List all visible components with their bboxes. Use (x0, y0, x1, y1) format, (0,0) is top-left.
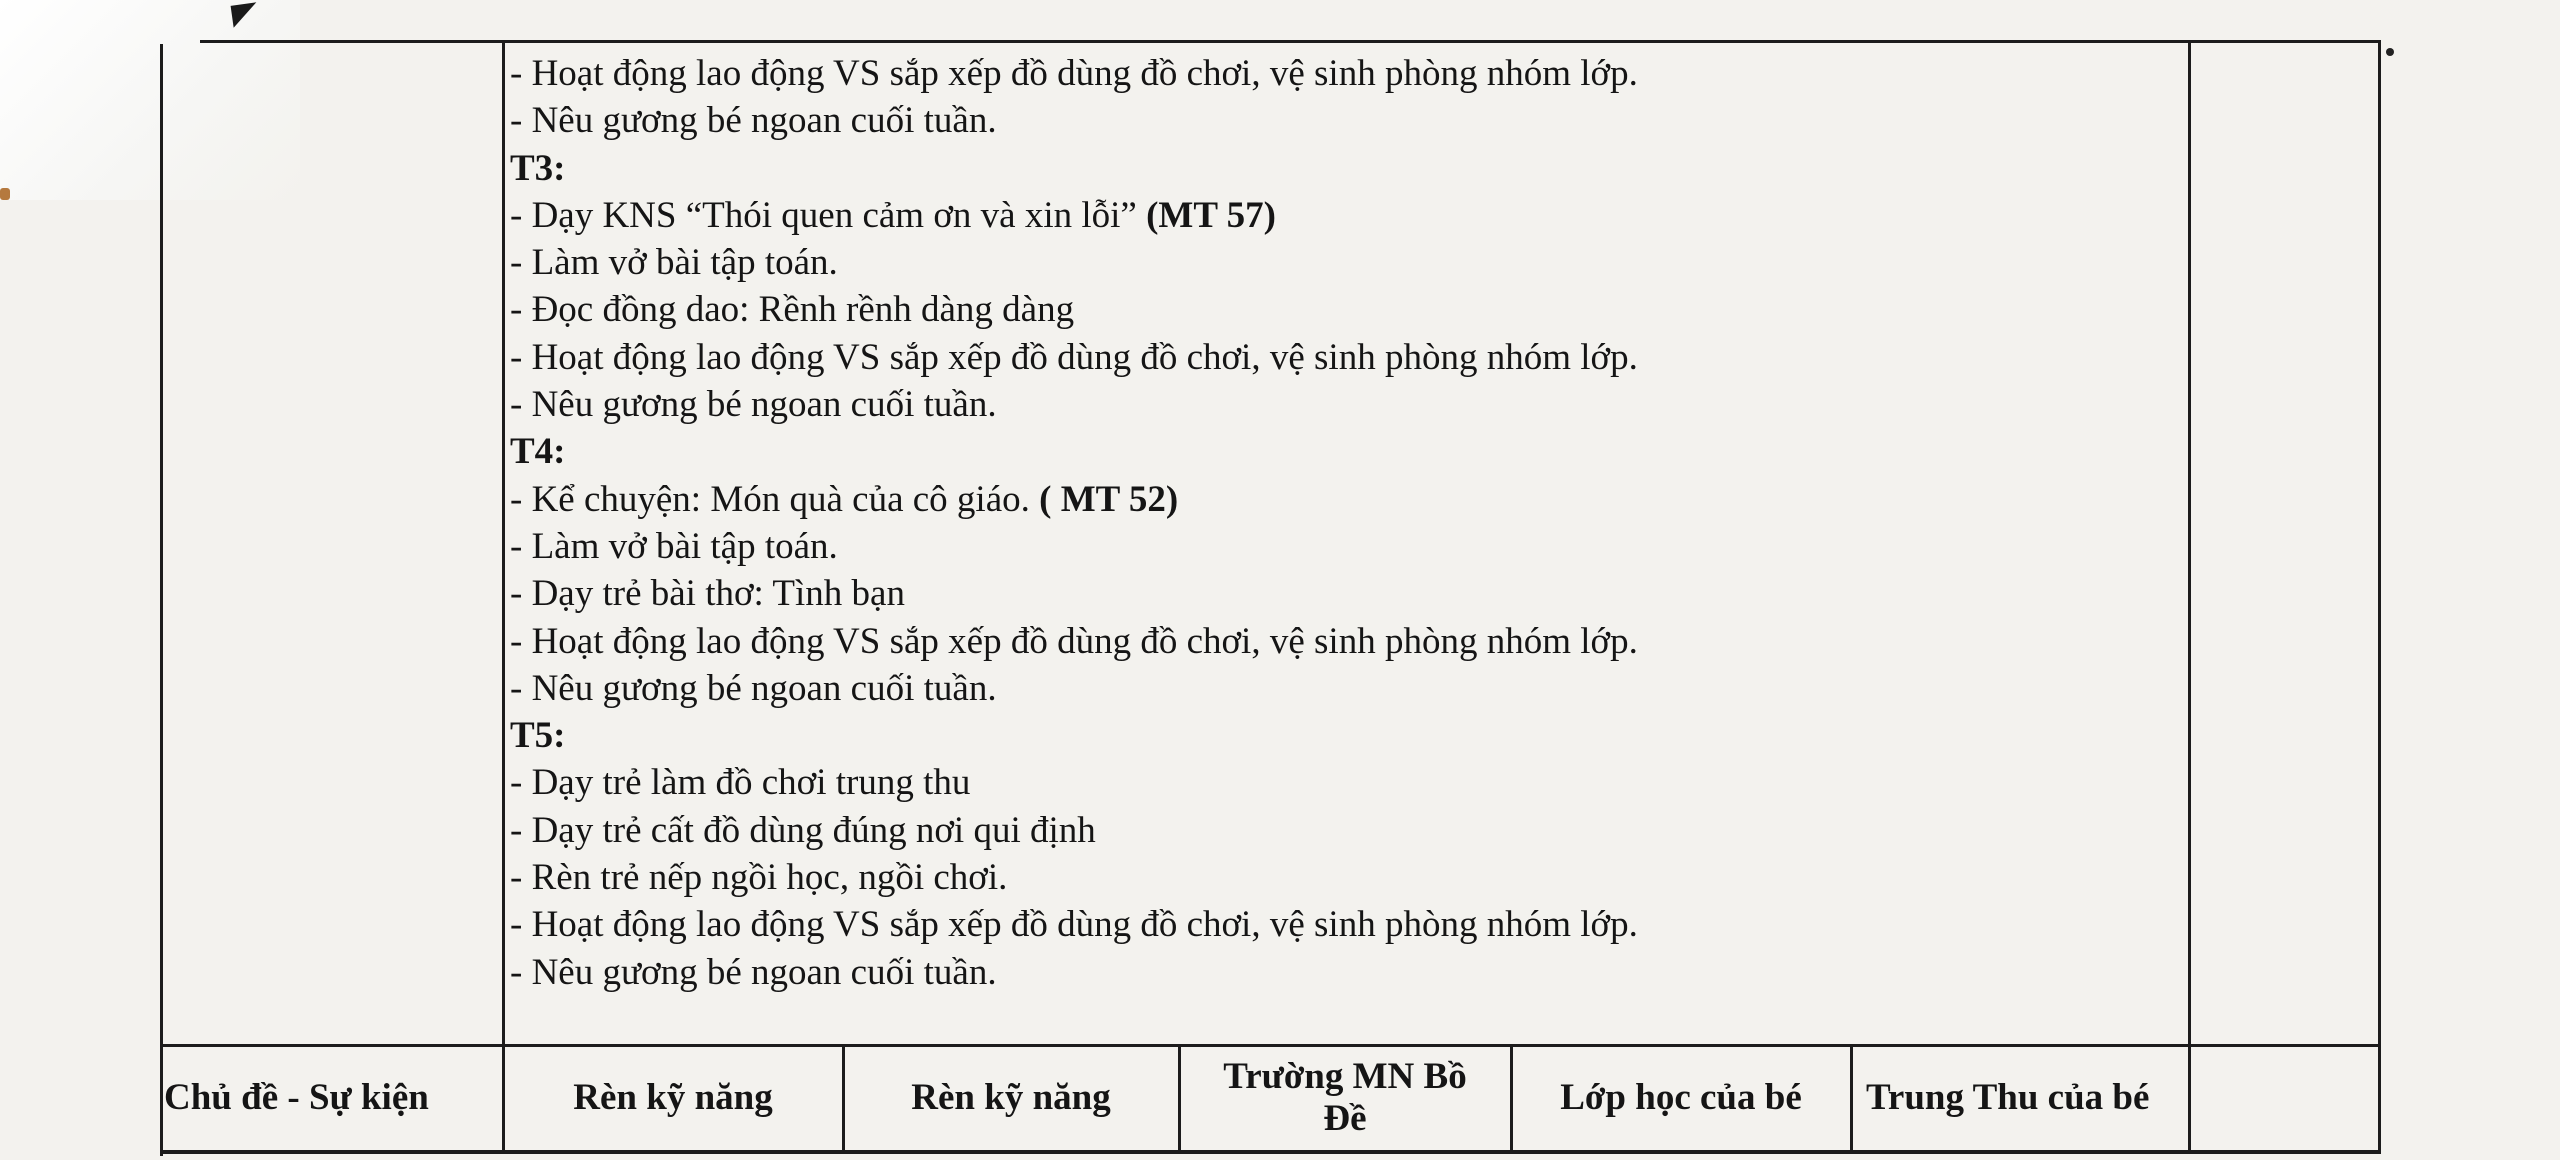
column-divider (1510, 1044, 1513, 1152)
activity-line: - Nêu gương bé ngoan cuối tuần. (510, 667, 997, 709)
activity-line: - Dạy trẻ bài thơ: Tình bạn (510, 573, 905, 615)
activity-line: - Nêu gương bé ngoan cuối tuần. (510, 384, 997, 426)
column-divider (2188, 40, 2191, 1154)
table-border-top (200, 40, 2380, 43)
column-divider (1850, 1044, 1853, 1152)
footer-cell-classroom: Lớp học của bé (1560, 1077, 1802, 1118)
objective-code: ( MT 52) (1039, 478, 1179, 520)
activity-line: - Dạy KNS “Thói quen cảm ơn và xin lỗi” (MT 57) (510, 194, 1276, 236)
activity-line: - Hoạt động lao động VS sắp xếp đồ dùng đồ chơi, vệ sinh phòng nhóm lớp. (510, 336, 1638, 378)
footer-cell-empty (2192, 1046, 2376, 1150)
activity-line: - Kể chuyện: Món quà của cô giáo. ( MT 52) (510, 478, 1179, 520)
column-divider (842, 1044, 845, 1152)
activity-line: - Dạy trẻ cất đồ dùng đúng nơi qui định (510, 809, 1096, 851)
day-heading-t4: T4: (510, 431, 566, 473)
day-heading-t3: T3: (510, 147, 566, 189)
footer-cell-skills-1: Rèn kỹ năng (573, 1077, 773, 1118)
table-border-right (2378, 40, 2381, 1154)
activity-schedule (510, 50, 2170, 996)
day-heading-t5: T5: (510, 715, 566, 757)
activity-line: - Làm vở bài tập toán. (510, 242, 838, 284)
activity-line: - Hoạt động lao động VS sắp xếp đồ dùng đồ chơi, vệ sinh phòng nhóm lớp. (510, 620, 1638, 662)
column-divider (1178, 1044, 1181, 1152)
activity-line: - Đọc đồng dao: Rềnh rềnh dàng dàng (510, 289, 1075, 331)
table-border-left (160, 44, 163, 1156)
activity-line: - Nêu gương bé ngoan cuối tuần. (510, 951, 997, 993)
column-divider (502, 40, 505, 1154)
activity-line: - Làm vở bài tập toán. (510, 525, 838, 567)
activity-line: - Dạy trẻ làm đồ chơi trung thu (510, 762, 971, 804)
footer-cell-mid-autumn: Trung Thu của bé (1866, 1077, 2150, 1118)
footer-cell-school: Trường MN Bồ Đề (1223, 1056, 1467, 1139)
table-border-bottom (160, 1150, 2380, 1154)
objective-code: (MT 57) (1146, 194, 1276, 236)
activity-line: - Hoạt động lao động VS sắp xếp đồ dùng đồ chơi, vệ sinh phòng nhóm lớp. (510, 53, 1638, 94)
activity-line: - Nêu gương bé ngoan cuối tuần. (510, 100, 997, 142)
footer-cell-skills-2: Rèn kỹ năng (911, 1077, 1111, 1118)
footer-cell-topic-event: Chủ đề - Sự kiện (164, 1077, 429, 1118)
activity-line: - Rèn trẻ nếp ngồi học, ngồi chơi. (510, 857, 1008, 899)
activity-line: - Hoạt động lao động VS sắp xếp đồ dùng đồ chơi, vệ sinh phòng nhóm lớp. (510, 904, 1638, 946)
